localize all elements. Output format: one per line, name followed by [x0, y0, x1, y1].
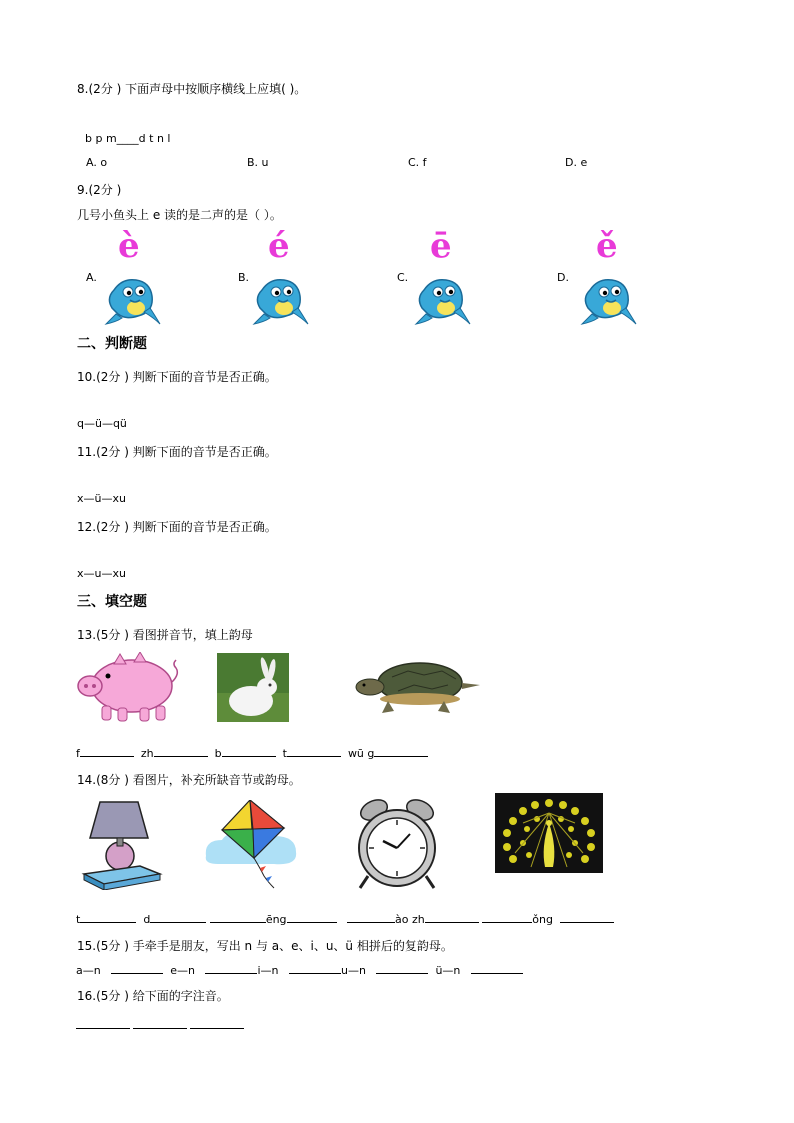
- q13-initial: zh: [140, 747, 154, 760]
- q14-final: ào zh: [395, 913, 425, 926]
- answer-blank[interactable]: [560, 911, 614, 923]
- fish-icon: [104, 268, 164, 328]
- q14-initial: d: [143, 913, 151, 926]
- q11-content: x—ü—xu: [77, 492, 126, 505]
- answer-blank[interactable]: [222, 745, 276, 757]
- pig-icon: [74, 652, 182, 724]
- q13-initial: f: [76, 747, 80, 760]
- answer-blank[interactable]: [80, 911, 136, 923]
- q9-option-d-tone: ě: [596, 226, 618, 266]
- answer-blank[interactable]: [111, 962, 163, 974]
- q15-item: u—n: [341, 964, 366, 977]
- answer-blank[interactable]: [154, 745, 208, 757]
- q14-initial: t: [76, 913, 81, 926]
- alarm-clock-icon: [350, 798, 442, 890]
- q8-option-b[interactable]: B. u: [247, 156, 269, 169]
- answer-blank[interactable]: [376, 962, 428, 974]
- q9-option-a-tone: è: [118, 226, 140, 266]
- q14-final: ǒng: [532, 913, 553, 926]
- answer-blank[interactable]: [287, 911, 337, 923]
- q13-blanks: [76, 745, 428, 760]
- q9-option-a-label[interactable]: A.: [86, 271, 97, 284]
- q9-stem: 9.(2分 ): [77, 183, 122, 197]
- fish-icon: [252, 268, 312, 328]
- section-title-judgement: 二、判断题: [77, 336, 147, 352]
- answer-blank[interactable]: [425, 911, 479, 923]
- answer-blank[interactable]: [80, 745, 134, 757]
- answer-blank[interactable]: [133, 1017, 187, 1029]
- q15-item: a—n: [76, 964, 101, 977]
- answer-blank[interactable]: [374, 745, 428, 757]
- q12-stem: 12.(2分 ) 判断下面的音节是否正确。: [77, 520, 277, 534]
- answer-blank[interactable]: [190, 1017, 244, 1029]
- q9-option-b-label[interactable]: B.: [238, 271, 250, 284]
- peacock-icon: [495, 793, 603, 873]
- lamp-icon: [78, 800, 164, 890]
- rabbit-icon: [217, 653, 289, 722]
- q9-option-b-tone: é: [268, 226, 290, 266]
- q13-initial: b: [214, 747, 222, 760]
- q15-stem: 15.(5分 ) 手牵手是朋友，写出 n 与 a、e、i、u、ü 相拼后的复韵母。: [77, 939, 453, 953]
- q8-stem: 8.(2分 ) 下面声母中按顺序横线上应填( )。: [77, 82, 307, 96]
- answer-blank[interactable]: [287, 745, 341, 757]
- answer-blank[interactable]: [150, 911, 206, 923]
- section-title-fill-in: 三、填空题: [77, 594, 147, 610]
- q13-initial: t: [282, 747, 287, 760]
- q14-final: ēng: [265, 913, 287, 926]
- answer-blank[interactable]: [471, 962, 523, 974]
- q8-option-a[interactable]: A. o: [86, 156, 108, 169]
- q8-option-d[interactable]: D. e: [565, 156, 588, 169]
- q15-item: i—n: [257, 964, 279, 977]
- turtle-icon: [352, 653, 484, 719]
- answer-blank[interactable]: [289, 962, 341, 974]
- q13-initial: wū g: [347, 747, 375, 760]
- q9-question: 几号小鱼头上 e 读的是二声的是（ ）。: [77, 208, 282, 222]
- q14-blanks: [76, 911, 614, 926]
- answer-blank[interactable]: [347, 911, 395, 923]
- answer-blank[interactable]: [76, 1017, 130, 1029]
- q11-stem: 11.(2分 ) 判断下面的音节是否正确。: [77, 445, 277, 459]
- kite-icon: [204, 800, 300, 892]
- q10-stem: 10.(2分 ) 判断下面的音节是否正确。: [77, 370, 277, 384]
- answer-blank[interactable]: [210, 911, 266, 923]
- q15-item: e—n: [170, 964, 195, 977]
- q16-stem: 16.(5分 ) 给下面的字注音。: [77, 989, 229, 1003]
- answer-blank[interactable]: [482, 911, 532, 923]
- answer-blank[interactable]: [205, 962, 257, 974]
- q8-option-c[interactable]: C. f: [408, 156, 427, 169]
- q9-option-d-label[interactable]: D.: [557, 271, 569, 284]
- fish-icon: [414, 268, 474, 328]
- q13-stem: 13.(5分 ) 看图拼音节，填上韵母: [77, 628, 253, 642]
- q8-sequence: b p m____d t n l: [85, 132, 171, 145]
- q10-content: q—ü—qü: [77, 417, 127, 430]
- fish-icon: [580, 268, 640, 328]
- q15-item: ü—n: [435, 964, 461, 977]
- q9-option-c-label[interactable]: C.: [397, 271, 409, 284]
- q16-answer-lines: [76, 1014, 244, 1033]
- q9-option-c-tone: ē: [430, 226, 452, 266]
- q12-content: x—u—xu: [77, 567, 126, 580]
- q14-stem: 14.(8分 ) 看图片，补充所缺音节或韵母。: [77, 773, 301, 787]
- q15-items: [76, 962, 523, 977]
